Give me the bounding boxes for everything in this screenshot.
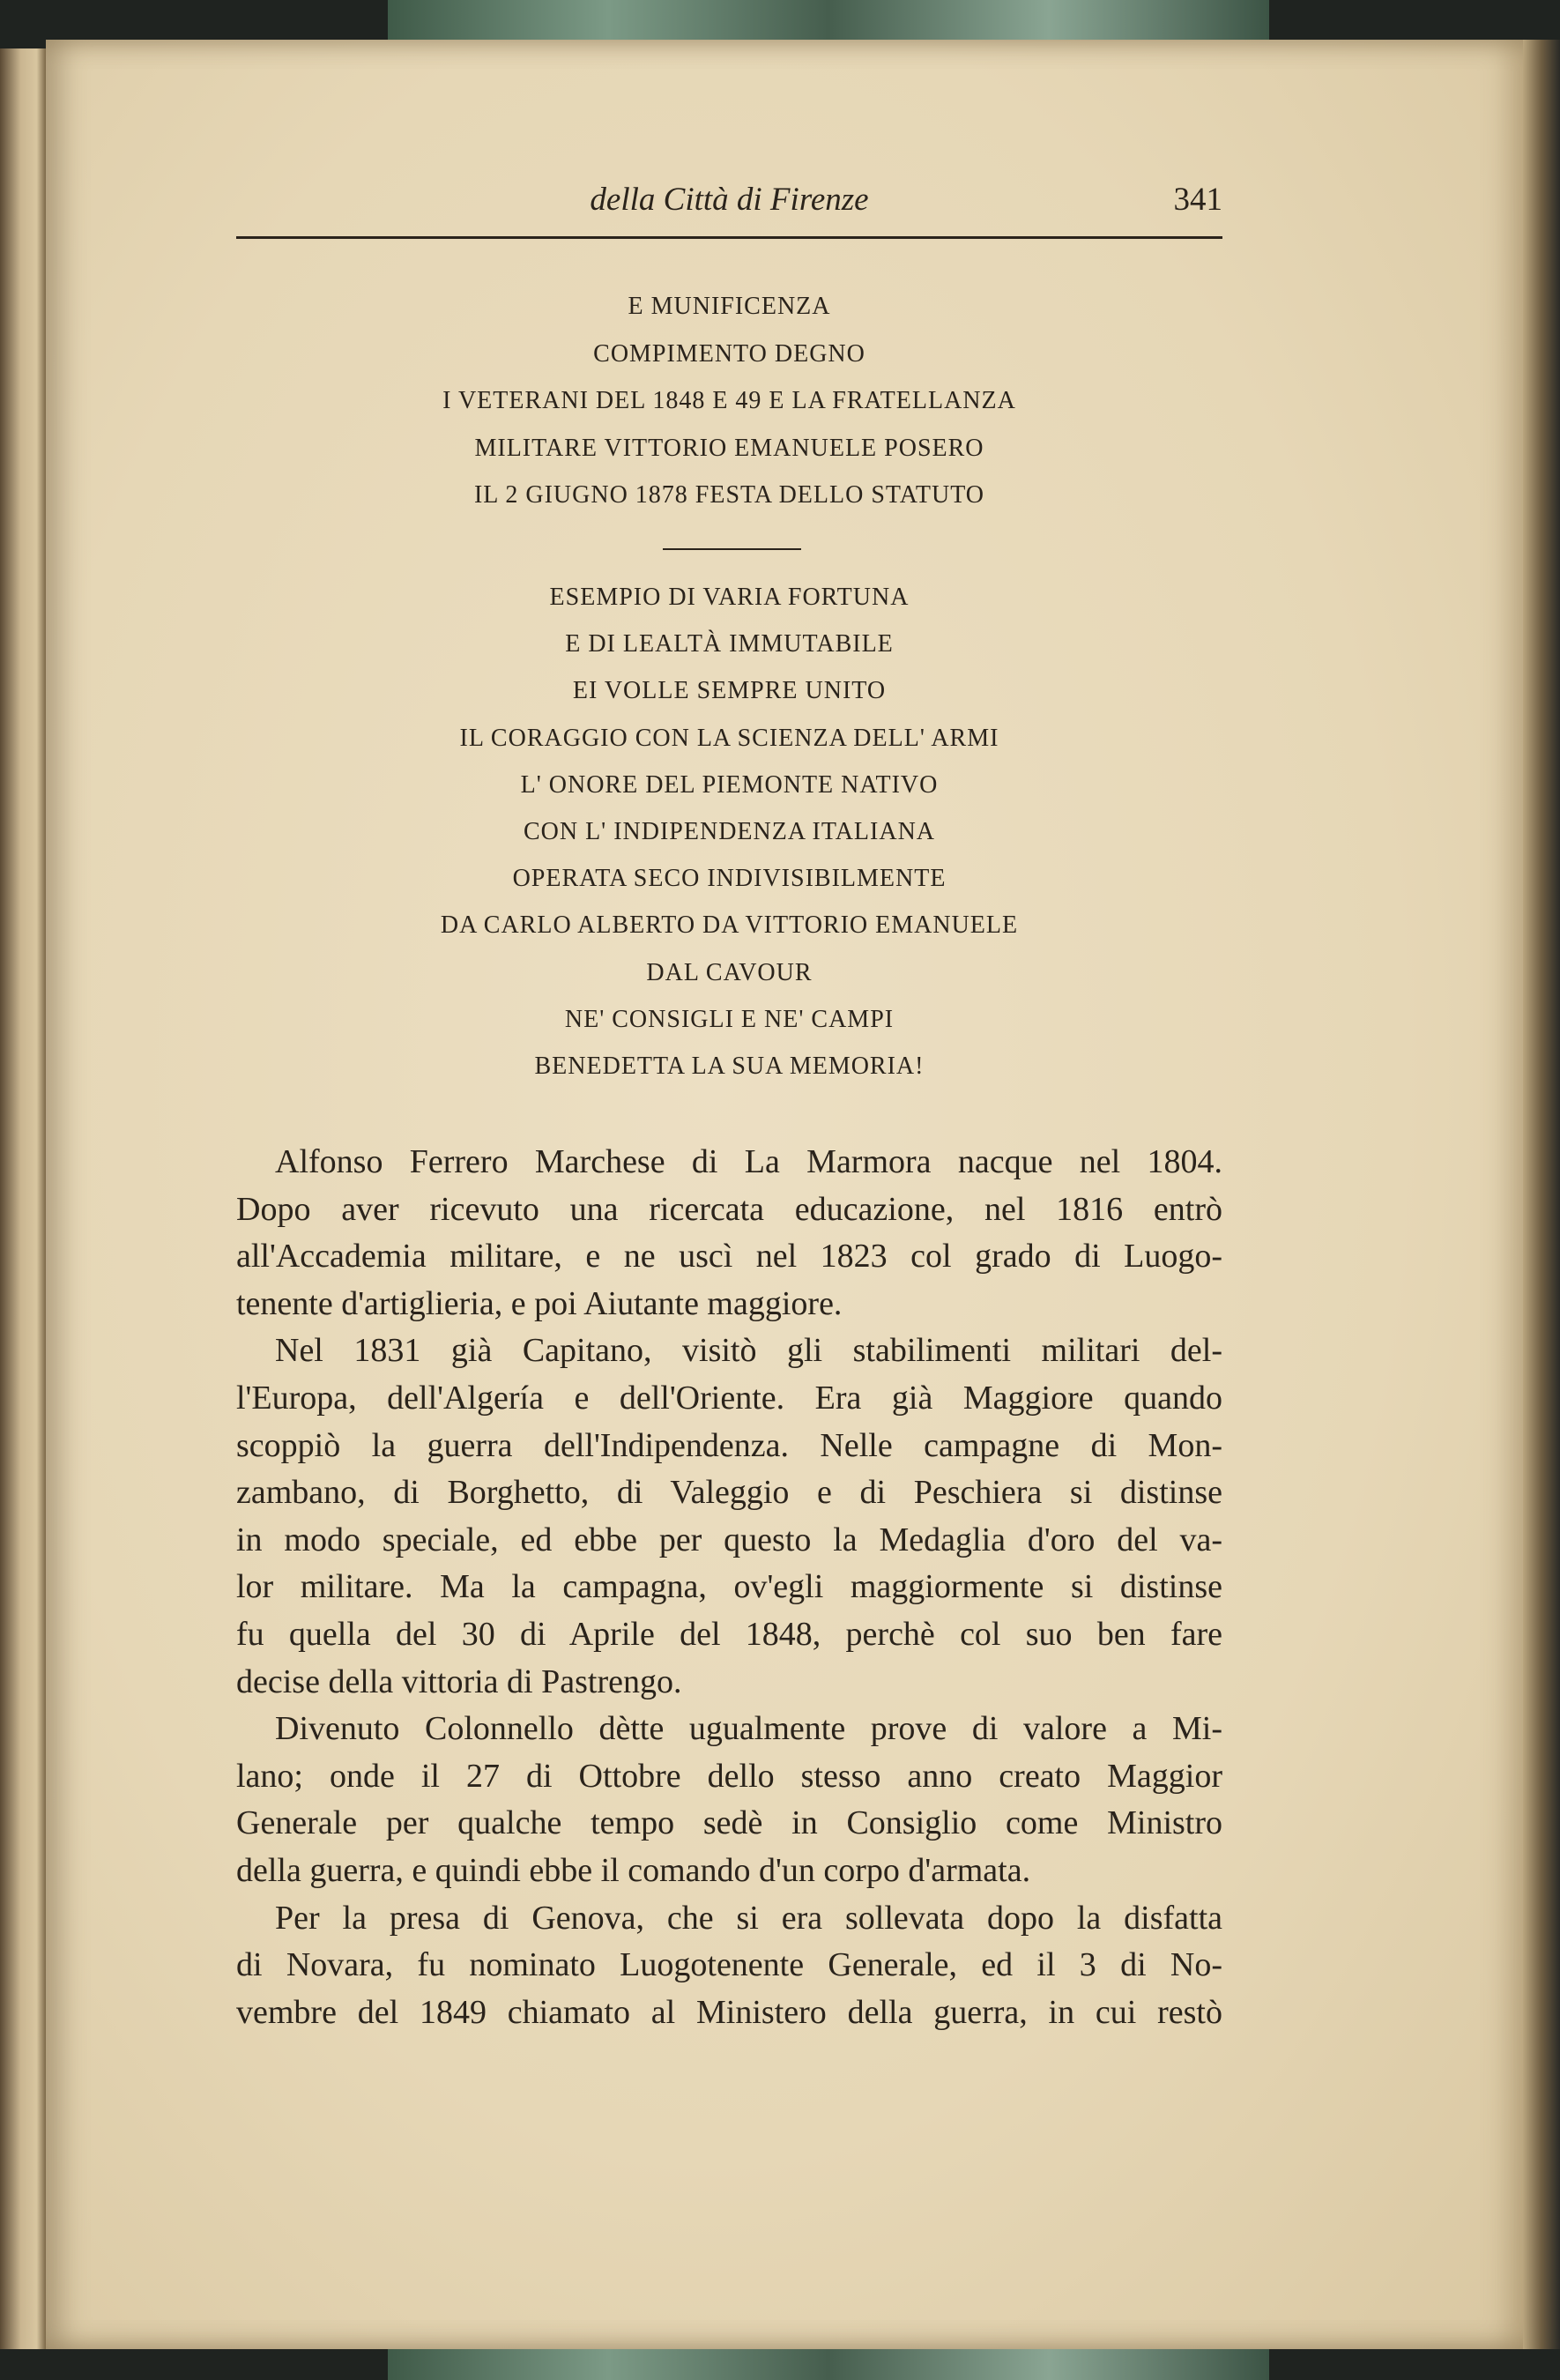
- body-line: Per la presa di Genova, che si era sollevata dopo la disfatta: [275, 1899, 1222, 1937]
- inscription-line: COMPIMENTO DEGNO: [593, 339, 865, 368]
- body-line: zambano, di Borghetto, di Valeggio e di Peschiera si distinse: [236, 1474, 1222, 1512]
- page-fore-edge: [1523, 40, 1560, 2349]
- inscription-line: ESEMPIO DI VARIA FORTUNA: [549, 584, 910, 611]
- background-fabric-top: [388, 0, 1269, 44]
- inscription-line: DAL CAVOUR: [646, 958, 813, 986]
- inscription-line: I VETERANI DEL 1848 E 49 E LA FRATELLANZA: [442, 387, 1016, 414]
- body-line: Alfonso Ferrero Marchese di La Marmora nacque nel 1804.: [275, 1143, 1222, 1180]
- inscription-divider: [663, 548, 801, 550]
- body-line: di Novara, fu nominato Luogotenente Generale, ed il 3 di No-: [236, 1946, 1222, 1984]
- running-head-title: della Città di Firenze: [590, 182, 869, 218]
- body-line: scoppiò la guerra dell'Indipendenza. Nelle campagne di Mon-: [236, 1426, 1222, 1464]
- inscription-line: NE' CONSIGLI E NE' CAMPI: [564, 1005, 895, 1033]
- body-line: vembre del 1849 chiamato al Ministero della guerra, in cui restò: [236, 1993, 1222, 2031]
- body-line: fu quella del 30 di Aprile del 1848, perchè col suo ben fare: [236, 1616, 1222, 1653]
- page-number: 341: [1173, 182, 1222, 218]
- body-line: della guerra, e quindi ebbe il comando d'un corpo d'armata.: [236, 1852, 1031, 1889]
- inscription-line: E DI LEALTÀ IMMUTABILE: [565, 630, 894, 658]
- running-head: [236, 181, 1222, 225]
- inscription-line: DA CARLO ALBERTO DA VITTORIO EMANUELE: [440, 911, 1019, 940]
- body-line: Nel 1831 già Capitano, visitò gli stabilimenti militari del-: [275, 1332, 1222, 1370]
- body-line: lano; onde il 27 di Ottobre dello stesso anno creato Maggior: [236, 1757, 1222, 1795]
- inscription-line: IL CORAGGIO CON LA SCIENZA DELL' ARMI: [459, 724, 999, 752]
- header-rule: [236, 236, 1222, 239]
- inscription-line: E MUNIFICENZA: [628, 293, 831, 320]
- inscription-line: IL 2 GIUGNO 1878 FESTA DELLO STATUTO: [473, 481, 985, 509]
- inscription-line: OPERATA SECO INDIVISIBILMENTE: [512, 865, 947, 893]
- body-line: Dopo aver ricevuto una ricercata educazione, nel 1816 entrò: [236, 1190, 1222, 1228]
- body-line: in modo speciale, ed ebbe per questo la Medaglia d'oro del va-: [236, 1521, 1222, 1558]
- body-line: l'Europa, dell'Algería e dell'Oriente. Era già Maggiore quando: [236, 1380, 1222, 1417]
- body-line: Divenuto Colonnello dètte ugualmente prove di valore a Mi-: [275, 1710, 1222, 1748]
- inscription-line: CON L' INDIPENDENZA ITALIANA: [523, 818, 936, 845]
- inscription-line: MILITARE VITTORIO EMANUELE POSERO: [474, 434, 984, 462]
- body-line: tenente d'artiglieria, e poi Aiutante maggiore.: [236, 1284, 843, 1322]
- inscription-line: EI VOLLE SEMPRE UNITO: [572, 677, 887, 705]
- body-line: lor militare. Ma la campagna, ov'egli maggiormente si distinse: [236, 1568, 1222, 1606]
- body-line: all'Accademia militare, e ne uscì nel 1823 col grado di Luogo-: [236, 1238, 1222, 1276]
- body-line: decise della vittoria di Pastrengo.: [236, 1662, 682, 1700]
- background-fabric-bottom: [388, 2345, 1269, 2380]
- body-line: Generale per qualche tempo sedè in Consiglio come Ministro: [236, 1804, 1222, 1842]
- inscription-line: BENEDETTA LA SUA MEMORIA!: [534, 1052, 925, 1080]
- inscription-line: L' ONORE DEL PIEMONTE NATIVO: [520, 770, 939, 799]
- facing-page-edge: [0, 48, 46, 2349]
